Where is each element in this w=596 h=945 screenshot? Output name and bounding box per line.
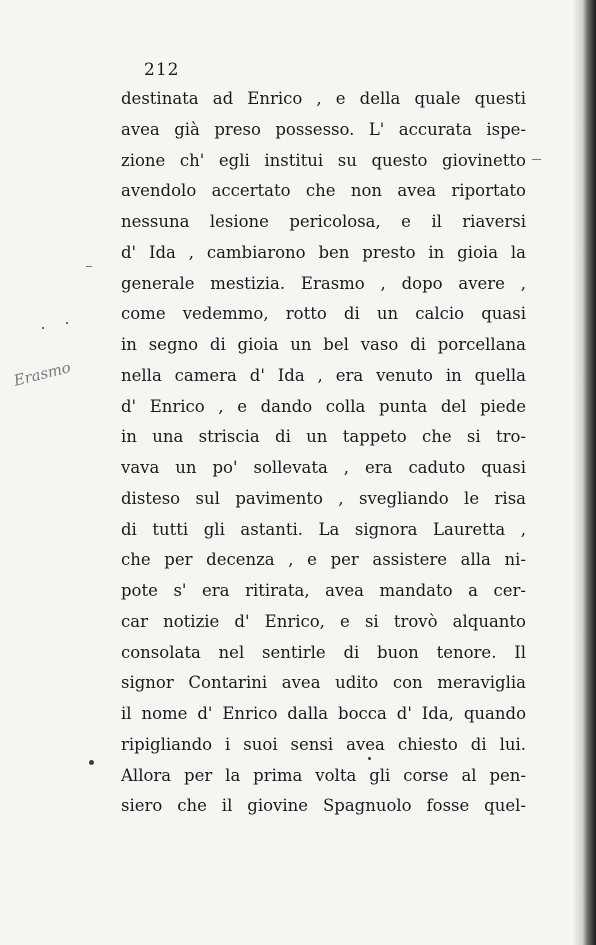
page-gutter-shadow — [572, 0, 582, 945]
ink-speck — [66, 322, 68, 324]
text-line: destinata ad Enrico , e della quale questi — [121, 89, 526, 108]
ink-speck — [42, 327, 44, 329]
text-line: ripigliando i suoi sensi avea chiesto di lui. — [121, 734, 526, 754]
text-line: car notizie d' Enrico, e si trovò alquanto — [121, 611, 526, 631]
text-line: d' Enrico , e dando colla punta del piede — [121, 396, 526, 416]
text-line: nessuna lesione pericolosa, e il riaversi — [121, 212, 526, 231]
text-line: avendolo accertato che non avea riportato — [121, 181, 526, 201]
ink-speck — [89, 760, 94, 765]
text-line: consolata nel sentirle di buon tenore. Il — [121, 642, 526, 662]
margin-mark — [532, 159, 541, 160]
text-line: signor Contarini avea udito con meraviglia — [121, 673, 526, 693]
text-line: generale mestizia. Erasmo , dopo avere , — [121, 273, 526, 293]
ink-speck — [368, 757, 371, 760]
text-line: zione ch' egli institui su questo giovinetto — [121, 150, 526, 170]
text-line: disteso sul pavimento , svegliando le risa — [121, 488, 526, 508]
page-edge-shadow — [582, 0, 596, 945]
body-text — [121, 84, 526, 822]
text-line: Allora per la prima volta gli corse al pen- — [121, 765, 526, 785]
margin-mark — [86, 266, 92, 267]
text-line: di tutti gli astanti. La signora Lauretta , — [121, 519, 526, 539]
text-line: in una striscia di un tappeto che si tro- — [121, 427, 526, 447]
text-line: vava un po' sollevata , era caduto quasi — [121, 458, 526, 477]
text-line: avea già preso possesso. L' accurata ispe- — [121, 119, 526, 139]
text-line: il nome d' Enrico dalla bocca d' Ida, quando — [121, 704, 526, 723]
text-line: che per decenza , e per assistere alla ni- — [121, 550, 526, 570]
text-line: come vedemmo, rotto di un calcio quasi — [121, 304, 526, 324]
text-line: siero che il giovine Spagnuolo fosse quel- — [121, 796, 526, 816]
page-number: 212 — [144, 60, 180, 80]
handwritten-margin-note: Erasmo — [11, 358, 73, 390]
text-line: pote s' era ritirata, avea mandato a cer- — [121, 581, 526, 600]
text-line: in segno di gioia un bel vaso di porcellana — [121, 335, 526, 354]
text-line: nella camera d' Ida , era venuto in quella — [121, 365, 526, 385]
text-line: d' Ida , cambiarono ben presto in gioia la — [121, 242, 526, 262]
